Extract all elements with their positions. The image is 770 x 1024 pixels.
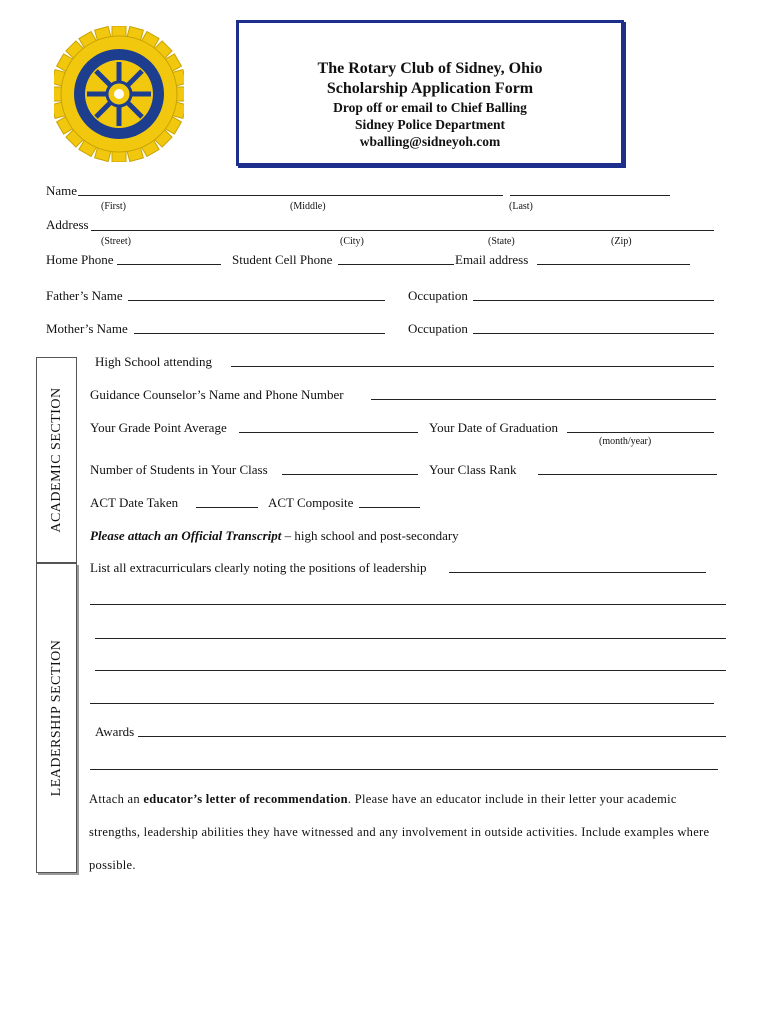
hint-first: (First) bbox=[101, 201, 126, 212]
header-department: Sidney Police Department bbox=[355, 117, 505, 132]
leadership-section-label: LEADERSHIP SECTION bbox=[48, 639, 64, 797]
extracurriculars-line-4[interactable] bbox=[95, 670, 726, 671]
high-school-field[interactable] bbox=[231, 366, 714, 367]
email-field[interactable] bbox=[537, 264, 690, 265]
hint-middle: (Middle) bbox=[290, 201, 326, 212]
cell-phone-field[interactable] bbox=[338, 264, 454, 265]
academic-section-label: ACADEMIC SECTION bbox=[48, 387, 64, 533]
home-phone-field[interactable] bbox=[117, 264, 221, 265]
name-field[interactable] bbox=[78, 195, 503, 196]
awards-line-2[interactable] bbox=[90, 769, 718, 770]
transcript-note bbox=[90, 528, 459, 544]
cell-phone-label: Student Cell Phone bbox=[232, 252, 333, 267]
class-rank-label: Your Class Rank bbox=[429, 462, 517, 477]
mother-occupation-label: Occupation bbox=[408, 321, 468, 336]
hint-street: (Street) bbox=[101, 236, 131, 247]
leadership-section-tab bbox=[36, 563, 77, 873]
act-composite-field[interactable] bbox=[359, 507, 420, 508]
awards-field[interactable] bbox=[138, 736, 726, 737]
awards-label: Awards bbox=[95, 724, 135, 739]
transcript-emphasis: Please attach an Official Transcript bbox=[90, 528, 282, 543]
name-label: Name bbox=[46, 183, 78, 198]
class-size-label: Number of Students in Your Class bbox=[90, 462, 268, 477]
last-name-field[interactable] bbox=[510, 195, 670, 196]
header-box bbox=[236, 20, 624, 166]
graduation-label: Your Date of Graduation bbox=[429, 420, 559, 435]
address-field[interactable] bbox=[91, 230, 714, 231]
mother-name-field[interactable] bbox=[134, 333, 385, 334]
high-school-label: High School attending bbox=[95, 354, 212, 369]
header-instructions: Drop off or email to Chief Balling bbox=[333, 100, 527, 115]
father-occupation-field[interactable] bbox=[473, 300, 714, 301]
extracurriculars-line-3[interactable] bbox=[95, 638, 726, 639]
hint-city: (City) bbox=[340, 236, 364, 247]
header-email: wballing@sidneyoh.com bbox=[359, 134, 501, 149]
letter-emphasis: educator’s letter of recommendation bbox=[143, 792, 348, 806]
form-title-org: The Rotary Club of Sidney, Ohio bbox=[317, 60, 543, 77]
form-title: Scholarship Application Form bbox=[326, 80, 534, 97]
gpa-label: Your Grade Point Average bbox=[90, 420, 227, 435]
extracurriculars-label: List all extracurriculars clearly noting the positions of leadership bbox=[90, 560, 427, 575]
extracurriculars-line-5[interactable] bbox=[90, 703, 714, 704]
extracurriculars-field[interactable] bbox=[449, 572, 706, 573]
rotary-logo bbox=[54, 26, 184, 162]
act-composite-label: ACT Composite bbox=[268, 495, 354, 510]
hint-state: (State) bbox=[488, 236, 515, 247]
academic-section-tab bbox=[36, 357, 77, 563]
gpa-field[interactable] bbox=[239, 432, 418, 433]
act-date-label: ACT Date Taken bbox=[90, 495, 179, 510]
hint-zip: (Zip) bbox=[611, 236, 632, 247]
father-name-field[interactable] bbox=[128, 300, 385, 301]
home-phone-label: Home Phone bbox=[46, 252, 114, 267]
recommendation-instructions bbox=[89, 783, 729, 882]
mother-name-label: Mother’s Name bbox=[46, 321, 128, 336]
email-label: Email address bbox=[455, 252, 529, 267]
graduation-field[interactable] bbox=[567, 432, 714, 433]
letter-intro: Attach an bbox=[89, 792, 144, 806]
hint-last: (Last) bbox=[509, 201, 533, 212]
class-size-field[interactable] bbox=[282, 474, 418, 475]
graduation-hint: (month/year) bbox=[599, 436, 652, 447]
class-rank-field[interactable] bbox=[538, 474, 717, 475]
transcript-detail: – high school and post-secondary bbox=[281, 528, 459, 543]
mother-occupation-field[interactable] bbox=[473, 333, 714, 334]
letter-details: . Please have an educator include in their letter your academic strengths, leadership abilities they have witnessed and any involvement in outside activities. Include examples where possible. bbox=[89, 792, 710, 872]
address-label: Address bbox=[46, 217, 89, 232]
counselor-field[interactable] bbox=[371, 399, 716, 400]
extracurriculars-line-2[interactable] bbox=[90, 604, 726, 605]
father-name-label: Father’s Name bbox=[46, 288, 123, 303]
father-occupation-label: Occupation bbox=[408, 288, 468, 303]
counselor-label: Guidance Counselor’s Name and Phone Number bbox=[90, 387, 344, 402]
act-date-field[interactable] bbox=[196, 507, 258, 508]
